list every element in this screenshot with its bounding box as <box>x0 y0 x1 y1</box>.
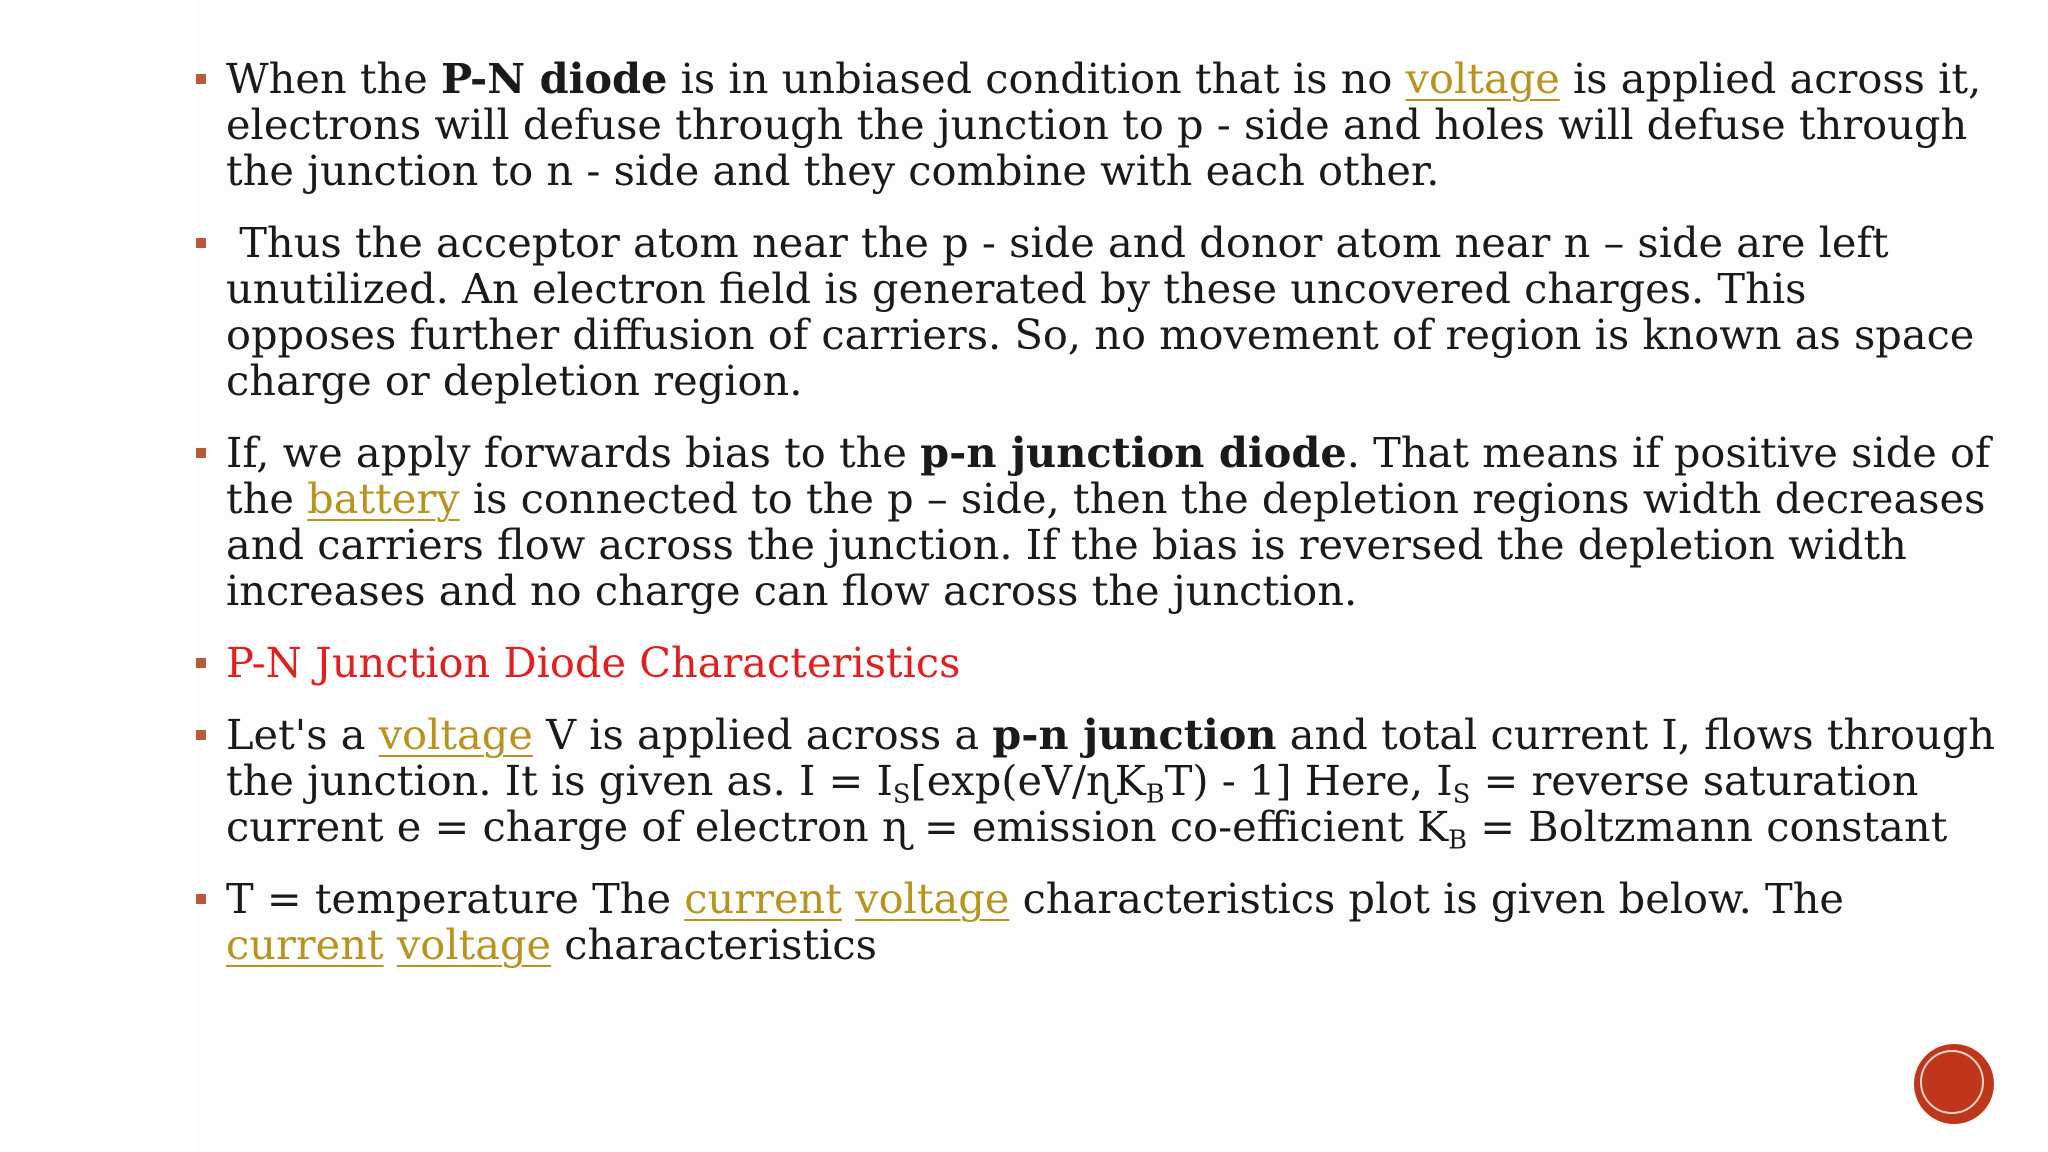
text-run: If, we apply forwards bias to the <box>226 428 921 477</box>
bullet-marker <box>196 658 206 668</box>
text-run: current e = charge of electron ɳ = emission co-efficient K <box>226 802 1449 851</box>
text-run: is applied across it, <box>1559 54 1982 103</box>
slide-nav-badge[interactable] <box>1916 1046 1992 1122</box>
badge-ring-icon <box>1920 1050 1984 1114</box>
bullet-temperature <box>196 876 1896 968</box>
bullet-marker <box>196 730 206 740</box>
text-line <box>226 428 1991 477</box>
current-link[interactable]: current <box>226 920 384 969</box>
text-line: electrons will defuse through the junction to p - side and holes will defuse through <box>226 100 1968 149</box>
voltage-link[interactable]: voltage <box>855 874 1010 923</box>
text-run: the <box>226 474 308 523</box>
subscript: B <box>1145 779 1165 810</box>
text-line: and carriers flow across the junction. If the bias is reversed the depletion width <box>226 520 1907 569</box>
subscript: S <box>892 779 911 810</box>
subscript: S <box>1452 779 1471 810</box>
voltage-link[interactable]: voltage <box>1405 54 1560 103</box>
text-line: charge or depletion region. <box>226 356 803 405</box>
text-run: is in unbiased condition that is no <box>667 54 1406 103</box>
bullet-unbiased <box>196 54 1982 195</box>
text-run: = reverse saturation <box>1470 756 1919 805</box>
bullet-marker <box>196 238 206 248</box>
text-run: Let's a <box>226 710 379 759</box>
equation-line <box>226 756 1919 810</box>
bullet-current-equation <box>196 710 1996 856</box>
bullet-depletion <box>196 218 1975 405</box>
text-line <box>226 802 1948 856</box>
text-run: V is applied across a <box>532 710 993 759</box>
section-heading: P-N Junction Diode Characteristics <box>226 638 961 687</box>
text-line <box>226 922 1896 968</box>
text-run: the junction. It is given as. I = I <box>226 756 893 805</box>
voltage-link[interactable]: voltage <box>396 920 552 969</box>
text-run: characteristics plot is given below. The <box>1009 874 1844 923</box>
text-run: . That means if positive side of <box>1346 428 1991 477</box>
text-line: Thus the acceptor atom near the p - side and donor atom near n – side are left <box>226 218 1889 267</box>
bullet-marker <box>196 74 206 84</box>
text-line: increases and no charge can flow across the junction. <box>226 566 1358 615</box>
bullet-marker <box>196 894 206 904</box>
bold-term: p-n junction <box>992 710 1277 759</box>
bullet-list <box>196 54 1996 994</box>
current-link[interactable]: current <box>684 874 842 923</box>
bullet-forward-bias <box>196 428 1991 615</box>
subscript: B <box>1448 825 1468 856</box>
text-line: the junction to n - side and they combine with each other. <box>226 146 1440 195</box>
bold-term: p-n junction diode <box>920 428 1347 477</box>
text-run: = Boltzmann constant <box>1467 802 1948 851</box>
bullet-marker <box>196 448 206 458</box>
text-run: characteristics <box>551 920 877 969</box>
text-run <box>842 874 855 923</box>
text-line <box>226 474 1986 523</box>
text-run: T = temperature The <box>226 874 685 923</box>
bold-term: P-N diode <box>441 54 668 103</box>
text-run: T) - 1] Here, I <box>1164 756 1453 805</box>
text-run: and total current I, flows through <box>1276 710 1996 759</box>
text-line: opposes further diffusion of carriers. So, no movement of region is known as space <box>226 310 1975 359</box>
text-run: When the <box>226 54 442 103</box>
text-line <box>226 54 1982 103</box>
battery-link[interactable]: battery <box>307 474 460 523</box>
text-run: is connected to the p – side, then the depletion regions width decreases <box>459 474 1986 523</box>
text-line <box>226 876 1896 922</box>
voltage-link[interactable]: voltage <box>378 710 533 759</box>
bullet-characteristics-heading <box>196 640 1896 686</box>
text-line: unutilized. An electron field is generated by these uncovered charges. This <box>226 264 1807 313</box>
text-line <box>226 710 1996 759</box>
text-run <box>384 920 397 969</box>
text-run: [exp(eV/ɳK <box>910 756 1146 805</box>
